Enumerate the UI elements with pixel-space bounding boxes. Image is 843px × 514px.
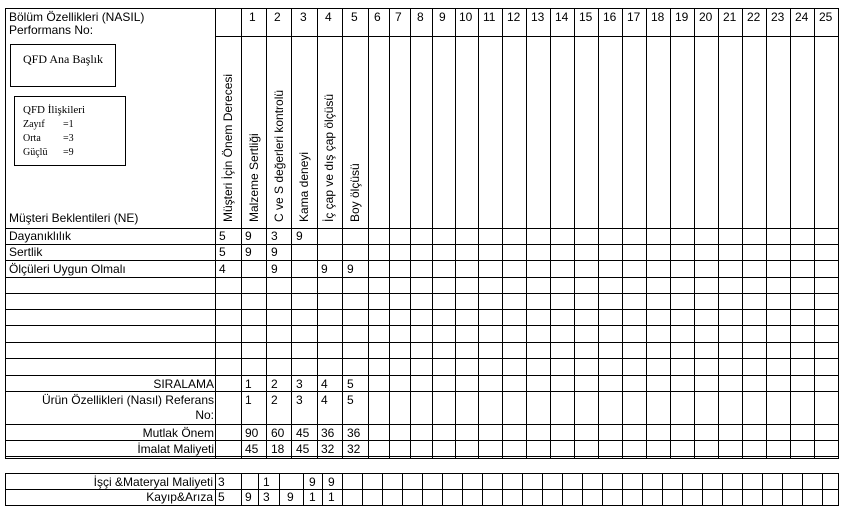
summary-label-cont: No: (195, 408, 214, 422)
column-number: 25 (819, 10, 833, 24)
weak-label: Zayıf (23, 119, 45, 130)
grid-line (782, 473, 783, 506)
grid-line (279, 473, 280, 506)
grid-line (522, 473, 523, 506)
column-number: 2 (274, 10, 281, 24)
summary-label: Mutlak Önem (142, 426, 214, 440)
rank-cell: 5 (347, 377, 354, 391)
grid-line (5, 391, 839, 392)
bottom-label: Kayıp&Arıza (146, 490, 213, 504)
need-label: Ölçüleri Uygun Olmalı (9, 262, 126, 276)
ref-cell: 3 (296, 393, 303, 407)
column-number: 14 (555, 10, 569, 24)
abs-importance-cell: 45 (296, 426, 310, 440)
strong-value: =9 (63, 147, 74, 158)
column-number: 23 (771, 10, 785, 24)
grid-line (462, 473, 463, 506)
column-number: 8 (417, 10, 424, 24)
strong-label: Güçlü (23, 147, 48, 158)
col3-header: Kama deneyi (297, 151, 311, 222)
ref-cell: 5 (347, 393, 354, 407)
grid-line (5, 325, 839, 326)
col2-header: C ve S değerleri kontrolü (272, 89, 286, 222)
grid-line (642, 473, 643, 506)
ref-cell: 2 (271, 393, 278, 407)
grid-line (215, 36, 839, 37)
col1-header: Malzeme Sertliği (247, 133, 261, 222)
medium-value: =3 (63, 133, 74, 144)
bottom-cell: 3 (263, 490, 270, 504)
relation-cell: 3 (271, 229, 278, 243)
rank-cell: 2 (271, 377, 278, 391)
grid-line (722, 473, 723, 506)
relation-cell: 9 (245, 229, 252, 243)
grid-line (5, 228, 839, 229)
qfd-relations-box (14, 96, 126, 166)
weak-value: =1 (63, 119, 74, 130)
column-number: 13 (531, 10, 545, 24)
bottom-first-cell: 3 (218, 475, 225, 489)
column-number: 24 (795, 10, 809, 24)
grid-line (602, 473, 603, 506)
bottom-label: İşçi &Materyal Maliyeti (93, 475, 213, 489)
grid-line (622, 473, 623, 506)
col5-header: Boy ölçüsü (348, 163, 362, 222)
qfd-main-title: QFD Ana Başlık (23, 52, 104, 66)
grid-line (442, 473, 443, 506)
abs-importance-cell: 60 (271, 426, 285, 440)
grid-line (5, 8, 839, 9)
abs-importance-cell: 36 (321, 426, 335, 440)
relation-cell: 9 (245, 245, 252, 259)
column-number: 20 (699, 10, 713, 24)
grid-line (322, 473, 323, 506)
column-number: 11 (483, 10, 496, 24)
grid-line (662, 473, 663, 506)
summary-label: Ürün Özellikleri (Nasıl) Referans (41, 393, 214, 407)
column-number: 21 (723, 10, 737, 24)
grid-line (258, 473, 259, 506)
ref-cell: 1 (245, 393, 252, 407)
header-title: Bölüm Özellikleri (NASIL) (9, 10, 145, 24)
grid-line (762, 473, 763, 506)
column-number: 4 (325, 10, 332, 24)
relation-cell: 9 (296, 229, 303, 243)
medium-label: Orta (23, 133, 41, 144)
grid-line (5, 424, 839, 425)
need-label: Sertlik (9, 245, 43, 259)
column-number: 7 (395, 10, 402, 24)
need-importance: 5 (219, 229, 226, 243)
summary-label: İmalat Maliyeti (137, 442, 214, 456)
mfg-cost-cell: 18 (271, 442, 285, 456)
mfg-cost-cell: 32 (347, 442, 361, 456)
rank-cell: 1 (245, 377, 252, 391)
bottom-cell: 9 (328, 475, 335, 489)
need-label: Dayanıklılık (9, 229, 72, 243)
bottom-cell: 9 (245, 490, 252, 504)
bottom-cell: 1 (309, 490, 316, 504)
grid-line (5, 342, 839, 343)
column-number: 6 (374, 10, 381, 24)
grid-line (5, 244, 839, 245)
abs-importance-cell: 90 (245, 426, 259, 440)
grid-line (482, 473, 483, 506)
customer-needs-label: Müşteri Beklentileri (NE) (9, 211, 139, 225)
bottom-cell: 1 (263, 475, 270, 489)
grid-line (5, 309, 839, 310)
rank-cell: 4 (321, 377, 328, 391)
grid-line (422, 473, 423, 506)
header-subtitle: Performans No: (9, 23, 94, 37)
grid-line (342, 473, 343, 506)
grid-line (682, 473, 683, 506)
col4-header: İç çap ve dış çap ölçüsü (322, 93, 336, 222)
grid-line (5, 260, 839, 261)
relation-cell: 9 (271, 245, 278, 259)
column-number: 1 (249, 10, 256, 24)
grid-line (802, 473, 803, 506)
column-number: 12 (507, 10, 521, 24)
grid-line (822, 473, 823, 506)
ref-cell: 4 (321, 393, 328, 407)
column-number: 5 (351, 10, 358, 24)
grid-line (303, 473, 304, 506)
grid-line (542, 473, 543, 506)
grid-line (582, 473, 583, 506)
grid-line (502, 473, 503, 506)
bottom-cell: 9 (309, 475, 316, 489)
grid-line (742, 473, 743, 506)
column-number: 9 (439, 10, 446, 24)
grid-line (215, 473, 216, 506)
qfd-main-title-box (10, 44, 116, 87)
relation-cell: 9 (321, 262, 328, 276)
need-importance: 5 (219, 245, 226, 259)
bottom-cell: 1 (328, 490, 335, 504)
grid-line (5, 293, 839, 294)
relations-title: QFD İlişkileri (23, 104, 86, 116)
grid-line (5, 358, 839, 359)
relation-cell: 9 (271, 262, 278, 276)
summary-label: SIRALAMA (153, 377, 214, 391)
grid-line (402, 473, 403, 506)
grid-line (562, 473, 563, 506)
bottom-cell: 9 (287, 490, 294, 504)
grid-line (5, 473, 6, 506)
grid-line (241, 473, 242, 506)
grid-line (5, 456, 839, 457)
relation-cell: 9 (347, 262, 354, 276)
column-number: 10 (459, 10, 473, 24)
bottom-first-cell: 5 (218, 490, 225, 504)
column-number: 16 (603, 10, 617, 24)
abs-importance-cell: 36 (347, 426, 361, 440)
grid-line (702, 473, 703, 506)
mfg-cost-cell: 45 (296, 442, 310, 456)
grid-line (5, 458, 839, 459)
column-number: 18 (651, 10, 665, 24)
grid-line (838, 473, 839, 506)
grid-line (5, 277, 839, 278)
grid-line (382, 473, 383, 506)
need-importance: 4 (219, 262, 226, 276)
mfg-cost-cell: 32 (321, 442, 335, 456)
grid-line (362, 473, 363, 506)
column-number: 19 (675, 10, 689, 24)
rank-cell: 3 (296, 377, 303, 391)
column-number: 15 (579, 10, 593, 24)
importance-header: Müşteri İçin Önem Derecesi (221, 73, 235, 222)
grid-line (5, 440, 839, 441)
grid-line (5, 375, 839, 376)
mfg-cost-cell: 45 (245, 442, 259, 456)
column-number: 22 (747, 10, 761, 24)
column-number: 17 (627, 10, 641, 24)
column-number: 3 (300, 10, 307, 24)
